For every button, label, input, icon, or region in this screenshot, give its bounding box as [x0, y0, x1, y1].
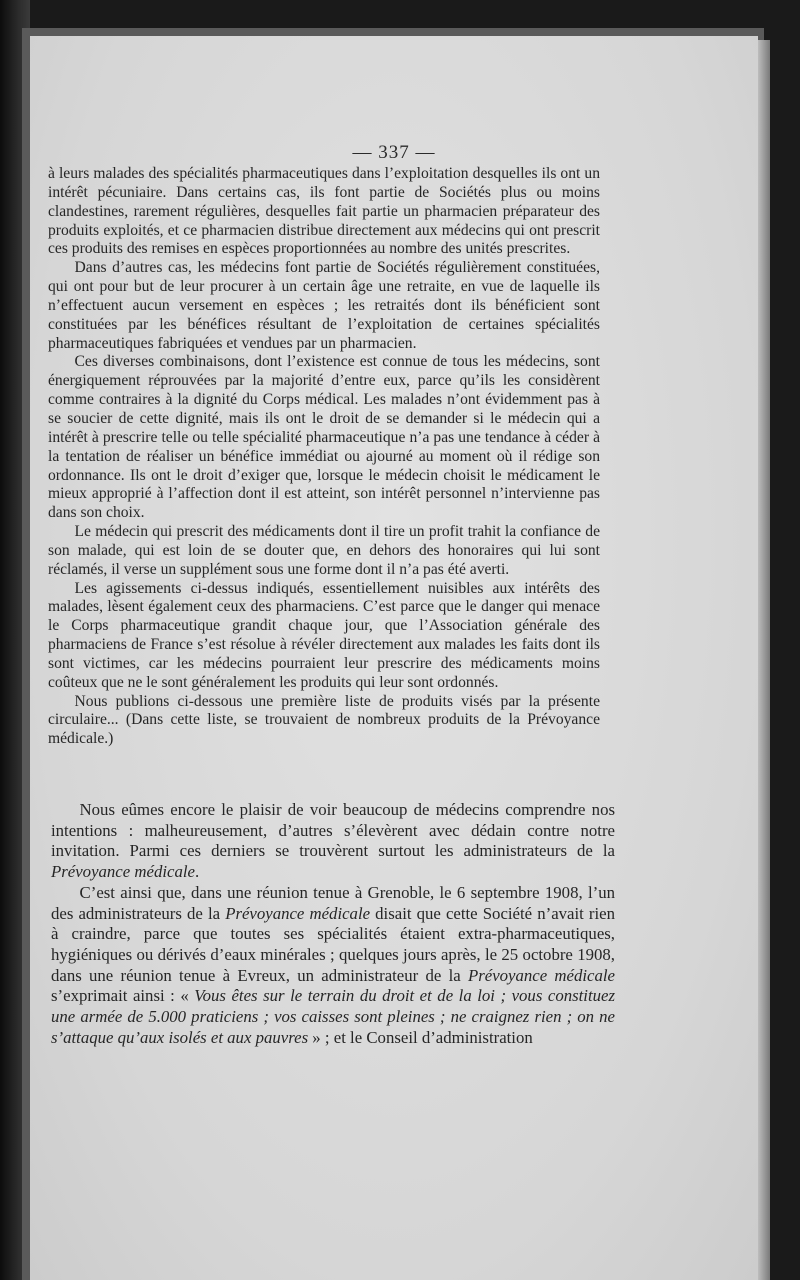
page-edge [758, 40, 770, 1280]
paragraph: Les agissements ci-dessus indiqués, essentiellement nuisibles aux intérêts des malades, lèsent également ceux des pharmaciens. C’est parce que le danger qui menace le Corps pharmaceutique grandit chaque jour, que l’Association générale des pharmaciens de France s’est résolue à révéler directement aux malades les faits dont ils sont victimes, car les médecins pourraient leur prescrire des médicaments moins coûteux que ne le sont généralement les produits qui leur sont ordonnés. [48, 579, 600, 691]
paragraph: C’est ainsi que, dans une réunion tenue à Grenoble, le 6 septembre 1908, l’un des administrateurs de la Prévoyance médicale disait que cette Société n’avait rien à craindre, parce que toutes ses spécialités étaient extra-pharmaceutiques, hygiéniques ou dérivés d’eaux minérales ; quelques jours après, le 25 octobre 1908, dans une réunion tenue à Evreux, un administrateur de la Prévoyance médicale s’exprimait ainsi : « Vous êtes sur le terrain du droit et de la loi ; vous constituez une armée de 5.000 praticiens ; vos caisses sont pleines ; ne craignez rien ; on ne s’attaque qu’aux isolés et aux pauvres » ; et le Conseil d’administration [51, 882, 615, 1047]
paragraph: Nous eûmes encore le plaisir de voir beaucoup de médecins comprendre nos intentions : malheureusement, d’autres s’élevèrent avec dédain contre notre invitation. Parmi ces derniers se trouvèrent surtout les administrateurs de la Prévoyance médicale. [51, 800, 615, 882]
page-number: — 337 — [352, 142, 436, 163]
italic-title: Prévoyance médicale [467, 965, 615, 985]
paragraph: Ces diverses combinaisons, dont l’existence est connue de tous les médecins, sont énergiquement réprouvées par la majorité d’entre eux, parce qu’ils les considèrent comme contraires à la dignité du Corps médical. Les malades n’ont évidemment pas à se soucier de cette dignité, mais ils ont le droit de se demander si le médecin qui a intérêt à prescrire telle ou telle spécialité pharmaceutique n’a pas une tendance à céder à la tentation de réaliser un bénéfice immédiat ou ajourné au moment où il rédige son ordonnance. Ils ont le droit d’exiger que, lorsque le médecin choisit le médicament le mieux approprié à l’affection dont il est atteint, son intérêt personnel n’intervienne pas dans son choix. [48, 353, 600, 522]
italic-quote: Vous êtes sur le terrain du droit et de la loi ; vous constituez une armée de 5.000 praticiens ; vos caisses sont pleines ; ne craignez rien ; on ne s’attaque qu’aux isolés et aux pauvres [51, 986, 615, 1047]
italic-title: Prévoyance médicale [51, 862, 195, 882]
text-block-large [51, 800, 615, 1048]
page [30, 36, 758, 1280]
paragraph: Le médecin qui prescrit des médicaments dont il tire un profit trahit la confiance de son malade, qui est loin de se douter que, en dehors des honoraires qui lui sont réclamés, il verse un supplément sous une forme dont il n’a pas été averti. [48, 523, 600, 578]
paragraph: à leurs malades des spécialités pharmaceutiques dans l’exploitation desquelles ils ont un intérêt pécuniaire. Dans certains cas, ils font partie de Sociétés plus ou moins clandestines, rarement régulières, desquelles fait partie un pharmacien préparateur des produits exploités, et ce pharmacien distribue directement aux médecins qui ont prescrit ces produits des remises en espèces proportionnées au nombre des unités prescrites. [48, 165, 600, 258]
text-block-small [48, 165, 600, 749]
italic-title: Prévoyance médicale [225, 903, 371, 923]
paragraph: Dans d’autres cas, les médecins font partie de Sociétés régulièrement constituées, qui ont pour but de leur procurer à un certain âge une retraite, en vue de laquelle ils n’effectuent aucun versement en espèces ; les retraités dont ils bénéficient sont constituées par les bénéfices résultant de l’exploitation de certaines spécialités pharmaceutiques fabriquées et vendues par un pharmacien. [48, 259, 600, 352]
paragraph: Nous publions ci-dessous une première liste de produits visés par la présente circulaire... (Dans cette liste, se trouvaient de nombreux produits de la Prévoyance médicale.) [48, 692, 600, 748]
